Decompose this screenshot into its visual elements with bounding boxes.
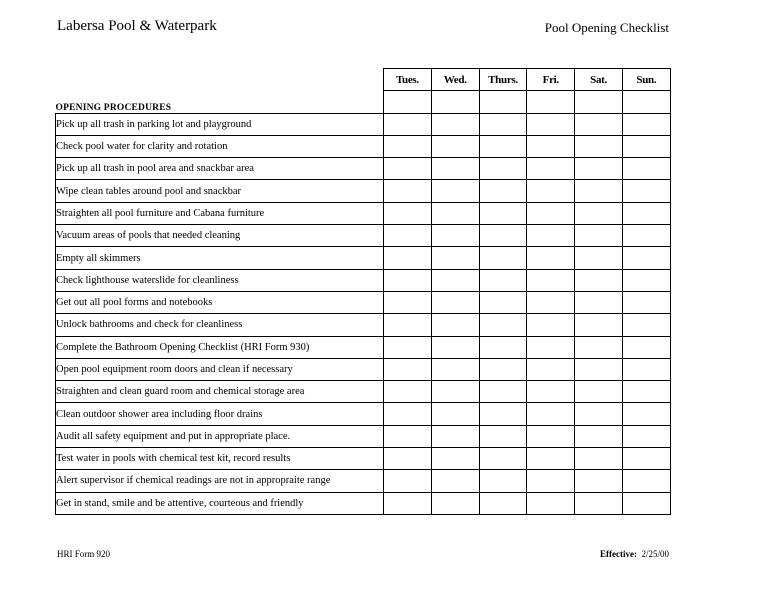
check-cell[interactable]	[479, 135, 527, 157]
check-cell[interactable]	[527, 158, 575, 180]
day-header-fri: Fri.	[527, 69, 575, 91]
check-cell[interactable]	[622, 202, 670, 224]
check-cell[interactable]	[575, 91, 623, 113]
task-label: Pick up all trash in parking lot and playground	[56, 113, 384, 135]
check-cell[interactable]	[575, 135, 623, 157]
check-cell[interactable]	[384, 448, 432, 470]
check-cell[interactable]	[575, 225, 623, 247]
check-cell[interactable]	[479, 247, 527, 269]
task-label: Audit all safety equipment and put in appropriate place.	[56, 425, 384, 447]
check-cell[interactable]	[431, 202, 479, 224]
check-cell[interactable]	[527, 358, 575, 380]
check-cell[interactable]	[622, 291, 670, 313]
check-cell[interactable]	[384, 425, 432, 447]
check-cell[interactable]	[431, 158, 479, 180]
task-label: Straighten all pool furniture and Cabana furniture	[56, 202, 384, 224]
task-label: Alert supervisor if chemical readings are not in appropraite range	[56, 470, 384, 492]
check-cell[interactable]	[431, 448, 479, 470]
day-header-thu: Thurs.	[479, 69, 527, 91]
check-cell[interactable]	[622, 225, 670, 247]
check-cell[interactable]	[575, 180, 623, 202]
check-cell[interactable]	[384, 202, 432, 224]
check-cell[interactable]	[622, 403, 670, 425]
check-cell[interactable]	[384, 135, 432, 157]
check-cell[interactable]	[479, 269, 527, 291]
check-cell[interactable]	[575, 358, 623, 380]
check-cell[interactable]	[384, 225, 432, 247]
task-row	[56, 225, 671, 247]
check-cell[interactable]	[622, 269, 670, 291]
check-cell[interactable]	[479, 113, 527, 135]
task-row	[56, 492, 671, 514]
task-row	[56, 314, 671, 336]
day-header-row	[56, 69, 671, 91]
task-label: Clean outdoor shower area including floor drains	[56, 403, 384, 425]
check-cell[interactable]	[527, 135, 575, 157]
day-header-sat: Sat.	[575, 69, 623, 91]
check-cell[interactable]	[575, 247, 623, 269]
check-cell[interactable]	[431, 225, 479, 247]
check-cell[interactable]	[527, 91, 575, 113]
check-cell[interactable]	[575, 202, 623, 224]
check-cell[interactable]	[431, 358, 479, 380]
check-cell[interactable]	[575, 113, 623, 135]
check-cell[interactable]	[575, 492, 623, 514]
check-cell[interactable]	[622, 470, 670, 492]
check-cell[interactable]	[527, 448, 575, 470]
check-cell[interactable]	[479, 358, 527, 380]
check-cell[interactable]	[479, 381, 527, 403]
task-row	[56, 291, 671, 313]
check-cell[interactable]	[384, 470, 432, 492]
task-row	[56, 180, 671, 202]
check-cell[interactable]	[384, 358, 432, 380]
task-row	[56, 113, 671, 135]
check-cell[interactable]	[384, 269, 432, 291]
check-cell[interactable]	[431, 381, 479, 403]
task-row	[56, 358, 671, 380]
day-header-wed: Wed.	[431, 69, 479, 91]
check-cell[interactable]	[431, 180, 479, 202]
check-cell[interactable]	[622, 180, 670, 202]
section-label-row	[56, 91, 671, 113]
checklist-table	[55, 68, 671, 515]
check-cell[interactable]	[527, 381, 575, 403]
check-cell[interactable]	[431, 425, 479, 447]
task-label: Check pool water for clarity and rotation	[56, 135, 384, 157]
check-cell[interactable]	[622, 113, 670, 135]
task-label: Empty all skimmers	[56, 247, 384, 269]
check-cell[interactable]	[479, 225, 527, 247]
check-cell[interactable]	[575, 403, 623, 425]
task-row	[56, 470, 671, 492]
task-label: Get out all pool forms and notebooks	[56, 291, 384, 313]
task-row	[56, 202, 671, 224]
check-cell[interactable]	[527, 314, 575, 336]
check-cell[interactable]	[622, 425, 670, 447]
check-cell[interactable]	[527, 180, 575, 202]
check-cell[interactable]	[431, 291, 479, 313]
check-cell[interactable]	[384, 381, 432, 403]
check-cell[interactable]	[431, 113, 479, 135]
check-cell[interactable]	[479, 158, 527, 180]
check-cell[interactable]	[479, 202, 527, 224]
task-row	[56, 403, 671, 425]
check-cell[interactable]	[622, 336, 670, 358]
check-cell[interactable]	[431, 135, 479, 157]
check-cell[interactable]	[479, 291, 527, 313]
check-cell[interactable]	[479, 492, 527, 514]
check-cell[interactable]	[479, 314, 527, 336]
task-label: Get in stand, smile and be attentive, courteous and friendly	[56, 492, 384, 514]
check-cell[interactable]	[622, 158, 670, 180]
task-label: Vacuum areas of pools that needed cleaning	[56, 225, 384, 247]
check-cell[interactable]	[622, 358, 670, 380]
organization-name: Labersa Pool & Waterpark	[57, 18, 217, 34]
task-label: Test water in pools with chemical test kit, record results	[56, 448, 384, 470]
check-cell[interactable]	[575, 314, 623, 336]
check-cell[interactable]	[575, 448, 623, 470]
task-row	[56, 381, 671, 403]
check-cell[interactable]	[384, 113, 432, 135]
check-cell[interactable]	[431, 91, 479, 113]
check-cell[interactable]	[384, 314, 432, 336]
check-cell[interactable]	[527, 492, 575, 514]
task-row	[56, 269, 671, 291]
effective-date: 2/25/00	[641, 549, 669, 559]
check-cell[interactable]	[431, 336, 479, 358]
check-cell[interactable]	[479, 91, 527, 113]
check-cell[interactable]	[527, 425, 575, 447]
check-cell[interactable]	[384, 492, 432, 514]
task-row	[56, 135, 671, 157]
check-cell[interactable]	[527, 247, 575, 269]
check-cell[interactable]	[527, 291, 575, 313]
check-cell[interactable]	[384, 247, 432, 269]
task-label: Open pool equipment room doors and clean if necessary	[56, 358, 384, 380]
check-cell[interactable]	[527, 113, 575, 135]
check-cell[interactable]	[479, 403, 527, 425]
check-cell[interactable]	[622, 448, 670, 470]
check-cell[interactable]	[527, 202, 575, 224]
effective-date-line	[600, 549, 669, 559]
check-cell[interactable]	[527, 470, 575, 492]
task-label: Straighten and clean guard room and chemical storage area	[56, 381, 384, 403]
task-row	[56, 425, 671, 447]
form-title: Pool Opening Checklist	[544, 20, 669, 35]
check-cell[interactable]	[479, 180, 527, 202]
day-header-tue: Tues.	[384, 69, 432, 91]
check-cell[interactable]	[384, 336, 432, 358]
check-cell[interactable]	[575, 381, 623, 403]
task-row	[56, 448, 671, 470]
check-cell[interactable]	[527, 225, 575, 247]
check-cell[interactable]	[575, 336, 623, 358]
effective-label: Effective:	[600, 549, 637, 559]
check-cell[interactable]	[384, 180, 432, 202]
check-cell[interactable]	[622, 314, 670, 336]
check-cell[interactable]	[575, 470, 623, 492]
task-label: Complete the Bathroom Opening Checklist (HRI Form 930)	[56, 336, 384, 358]
task-label: Wipe clean tables around pool and snackbar	[56, 180, 384, 202]
blank-header-cell	[56, 69, 384, 91]
check-cell[interactable]	[431, 470, 479, 492]
check-cell[interactable]	[479, 448, 527, 470]
check-cell[interactable]	[622, 492, 670, 514]
check-cell[interactable]	[527, 269, 575, 291]
check-cell[interactable]	[622, 247, 670, 269]
task-label: Check lighthouse waterslide for cleanliness	[56, 269, 384, 291]
task-row	[56, 158, 671, 180]
check-cell[interactable]	[527, 336, 575, 358]
check-cell[interactable]	[479, 425, 527, 447]
check-cell[interactable]	[479, 470, 527, 492]
task-row	[56, 336, 671, 358]
check-cell[interactable]	[479, 336, 527, 358]
section-label: OPENING PROCEDURES	[56, 91, 384, 113]
check-cell[interactable]	[622, 135, 670, 157]
task-label: Pick up all trash in pool area and snackbar area	[56, 158, 384, 180]
check-cell[interactable]	[431, 403, 479, 425]
check-cell[interactable]	[384, 91, 432, 113]
check-cell[interactable]	[384, 158, 432, 180]
check-cell[interactable]	[575, 425, 623, 447]
check-cell[interactable]	[575, 291, 623, 313]
check-cell[interactable]	[431, 492, 479, 514]
check-cell[interactable]	[622, 91, 670, 113]
check-cell[interactable]	[575, 269, 623, 291]
task-row	[56, 247, 671, 269]
check-cell[interactable]	[575, 158, 623, 180]
check-cell[interactable]	[622, 381, 670, 403]
check-cell[interactable]	[527, 403, 575, 425]
day-header-sun: Sun.	[622, 69, 670, 91]
check-cell[interactable]	[431, 314, 479, 336]
check-cell[interactable]	[431, 269, 479, 291]
check-cell[interactable]	[384, 291, 432, 313]
check-cell[interactable]	[384, 403, 432, 425]
task-label: Unlock bathrooms and check for cleanliness	[56, 314, 384, 336]
form-number: HRI Form 920	[57, 549, 111, 559]
check-cell[interactable]	[431, 247, 479, 269]
